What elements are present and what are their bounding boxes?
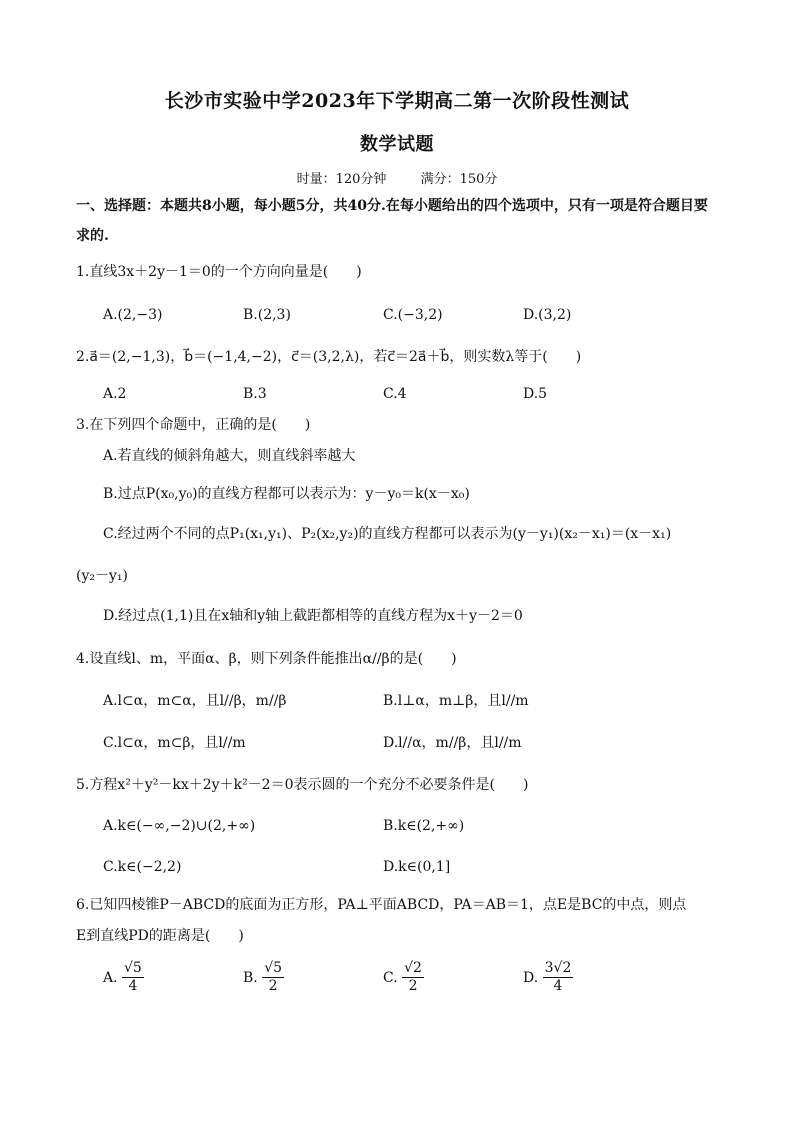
fraction-numerator: 3√2 bbox=[544, 960, 572, 976]
question-3-stem: 3.在下列四个命题中，正确的是( ) bbox=[76, 417, 311, 433]
question-6-option-a bbox=[103, 960, 144, 995]
fraction-numerator: √2 bbox=[404, 960, 422, 976]
section-heading bbox=[76, 191, 726, 251]
question-1-option-a: A.(2,−3) bbox=[103, 307, 163, 323]
exam-meta bbox=[0, 168, 794, 187]
question-2-option-d: D.5 bbox=[523, 386, 548, 402]
fraction-denominator: 2 bbox=[408, 978, 418, 994]
question-6-option-a-fraction bbox=[122, 960, 144, 995]
question-1-stem: 1.直线3x＋2y－1＝0的一个方向向量是( ) bbox=[76, 264, 362, 280]
question-5-option-b: B.k∈(2,+∞) bbox=[383, 818, 465, 834]
question-6-stem-line2: E到直线PD的距离是( ) bbox=[76, 928, 244, 944]
fraction-denominator: 2 bbox=[268, 978, 278, 994]
question-4-stem: 4.设直线l、m，平面α、β，则下列条件能推出α//β的是( ) bbox=[76, 651, 457, 667]
question-3-option-c: C.经过两个不同的点P₁(x₁,y₁)、P₂(x₂,y₂)的直线方程都可以表示为(y－y₁)(x₂－x₁)＝(x－x₁) bbox=[103, 526, 672, 542]
question-6-option-a-label: A. bbox=[103, 969, 118, 986]
question-5-stem: 5.方程x²＋y²－kx＋2y＋k²－2＝0表示圆的一个充分不必要条件是( ) bbox=[76, 777, 529, 793]
time-limit: 时量：120分钟 bbox=[296, 172, 387, 187]
question-2-option-a: A.2 bbox=[103, 386, 127, 402]
question-4-option-d: D.l//α，m//β，且l//m bbox=[383, 735, 522, 751]
section-heading-line1: 一、选择题：本题共8小题，每小题5分，共40分.在每小题给出的四个选项中，只有一项是符合题目要 bbox=[76, 198, 708, 214]
exam-subtitle: 数学试题 bbox=[360, 134, 434, 155]
full-score: 满分：150分 bbox=[420, 172, 498, 187]
question-6-option-c bbox=[383, 960, 424, 995]
fraction-numerator: √5 bbox=[124, 960, 142, 976]
question-3-option-d: D.经过点(1,1)且在x轴和y轴上截距都相等的直线方程为x＋y－2＝0 bbox=[103, 608, 523, 624]
question-1-option-c: C.(−3,2) bbox=[383, 307, 443, 323]
question-6-option-d-label: D. bbox=[523, 969, 539, 986]
question-3-option-b: B.过点P(x₀,y₀)的直线方程都可以表示为：y－y₀＝k(x－x₀) bbox=[103, 486, 470, 502]
question-6-option-d bbox=[523, 960, 573, 995]
question-5-option-c: C.k∈(−2,2) bbox=[103, 859, 182, 875]
question-6-option-d-fraction bbox=[543, 960, 574, 995]
question-4-option-c: C.l⊂α，m⊂β，且l//m bbox=[103, 735, 246, 751]
question-2-option-b: B.3 bbox=[243, 386, 267, 402]
question-3-option-a: A.若直线的倾斜角越大，则直线斜率越大 bbox=[103, 448, 356, 464]
question-6-option-c-fraction bbox=[402, 960, 424, 995]
question-6-option-b bbox=[243, 960, 284, 995]
question-2-option-c: C.4 bbox=[383, 386, 407, 402]
exam-title: 长沙市实验中学2023年下学期高二第一次阶段性测试 bbox=[164, 90, 630, 112]
question-6-stem-line1: 6.已知四棱锥P－ABCD的底面为正方形，PA⊥平面ABCD，PA＝AB＝1，点E是BC的中点，则点 bbox=[76, 897, 687, 913]
question-6-option-c-label: C. bbox=[383, 969, 398, 986]
question-5-option-a: A.k∈(−∞,−2)∪(2,+∞) bbox=[103, 818, 256, 834]
question-2-stem: 2.a⃗＝(2,−1,3)，b⃗＝(−1,4,−2)，c⃗＝(3,2,λ)，若c⃗＝2a⃗＋b⃗，则实数λ等于( ) bbox=[76, 349, 582, 365]
question-6-option-b-fraction bbox=[262, 960, 284, 995]
question-1-option-b: B.(2,3) bbox=[243, 307, 291, 323]
question-3-option-c-cont: (y₂－y₁) bbox=[76, 568, 128, 584]
fraction-denominator: 4 bbox=[553, 978, 563, 994]
question-5-option-d: D.k∈(0,1] bbox=[383, 859, 451, 875]
question-4-option-b: B.l⊥α，m⊥β，且l//m bbox=[383, 693, 529, 709]
fraction-denominator: 4 bbox=[128, 978, 138, 994]
question-4-option-a: A.l⊂α，m⊂α，且l//β，m//β bbox=[103, 693, 287, 709]
fraction-numerator: √5 bbox=[264, 960, 283, 976]
question-6-option-b-label: B. bbox=[243, 969, 258, 986]
question-1-option-d: D.(3,2) bbox=[523, 307, 572, 323]
section-heading-line2: 求的. bbox=[76, 228, 109, 244]
